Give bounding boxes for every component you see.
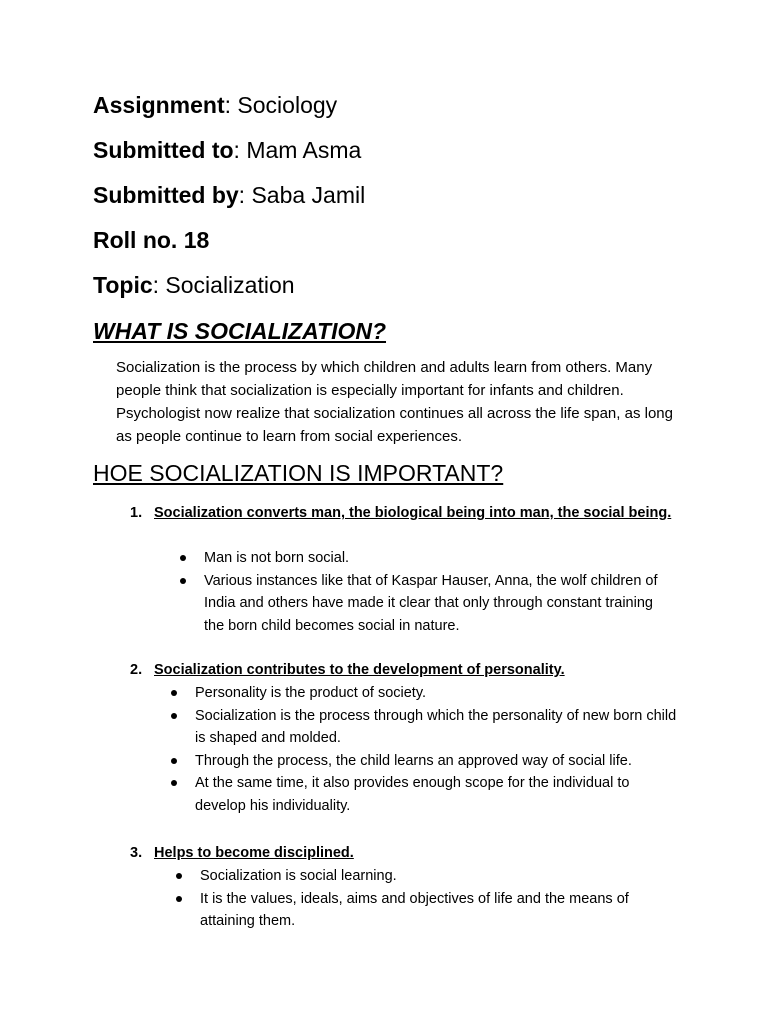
submitted-by-line — [93, 180, 365, 210]
bullet-text: Various instances like that of Kaspar Hauser, Anna, the wolf children of India and others have made it clear that only through constant training the born child becomes social in nature. — [204, 572, 658, 634]
submitted-by-value: : Saba Jamil — [238, 182, 366, 208]
point-2-bullets — [171, 682, 679, 817]
list-item — [176, 865, 676, 888]
list-item — [180, 570, 660, 638]
topic-line — [93, 270, 295, 300]
topic-label: Topic — [93, 272, 153, 298]
submitted-to-value: : Mam Asma — [233, 137, 362, 163]
bullet-text: At the same time, it also provides enough scope for the individual to develop his individuality. — [195, 775, 630, 814]
list-item — [171, 772, 679, 817]
point-number: 2. — [130, 662, 143, 678]
list-item — [171, 682, 679, 705]
bullet-icon — [180, 578, 186, 584]
bullet-icon — [180, 555, 186, 561]
submitted-to-line — [93, 135, 361, 165]
intro-paragraph: Socialization is the process by which children and adults learn from others. Many people think that socialization is especially important for infants and children. Psychologist now realize that socialization continues all across the life span, as long as people continue to learn from social experiences. — [116, 359, 673, 445]
point-3-bullets — [176, 865, 676, 933]
list-item — [180, 547, 660, 570]
bullet-icon — [171, 713, 177, 719]
roll-line — [93, 225, 209, 255]
list-item — [171, 705, 679, 750]
bullet-text: Socialization is the process through which the personality of new born child is shaped and molded. — [195, 707, 677, 746]
bullet-icon — [171, 758, 177, 764]
bullet-icon — [171, 780, 177, 786]
bullet-icon — [176, 873, 182, 879]
importance-heading: HOE SOCIALIZATION IS IMPORTANT? — [93, 460, 504, 486]
point-3 — [130, 842, 675, 865]
submitted-to-label: Submitted to — [93, 137, 234, 163]
what-is-socialization-heading: WHAT IS SOCIALIZATION? — [93, 318, 387, 344]
bullet-icon — [171, 690, 177, 696]
bullet-text: Socialization is social learning. — [200, 868, 397, 884]
point-title: Socialization contributes to the development of personality. — [154, 662, 565, 678]
point-1-bullets — [180, 547, 660, 637]
bullet-icon — [176, 896, 182, 902]
list-item — [171, 750, 679, 773]
list-item — [176, 888, 676, 933]
point-1 — [130, 502, 675, 525]
submitted-by-label: Submitted by — [93, 182, 239, 208]
point-title: Socialization converts man, the biological being into man, the social being. — [154, 505, 672, 521]
assignment-line — [93, 90, 337, 120]
assignment-value: : Sociology — [224, 92, 338, 118]
bullet-text: Man is not born social. — [204, 550, 350, 566]
point-title: Helps to become disciplined. — [154, 845, 354, 861]
bullet-text: Through the process, the child learns an approved way of social life. — [195, 752, 632, 769]
point-number: 3. — [130, 845, 143, 861]
topic-value: : Socialization — [152, 272, 295, 298]
bullet-text: Personality is the product of society. — [195, 685, 427, 701]
roll-number: Roll no. 18 — [93, 227, 210, 253]
point-number: 1. — [130, 505, 143, 521]
bullet-text: It is the values, ideals, aims and objectives of life and the means of attaining them. — [200, 890, 629, 929]
assignment-label: Assignment — [93, 92, 225, 118]
point-2 — [130, 659, 675, 682]
